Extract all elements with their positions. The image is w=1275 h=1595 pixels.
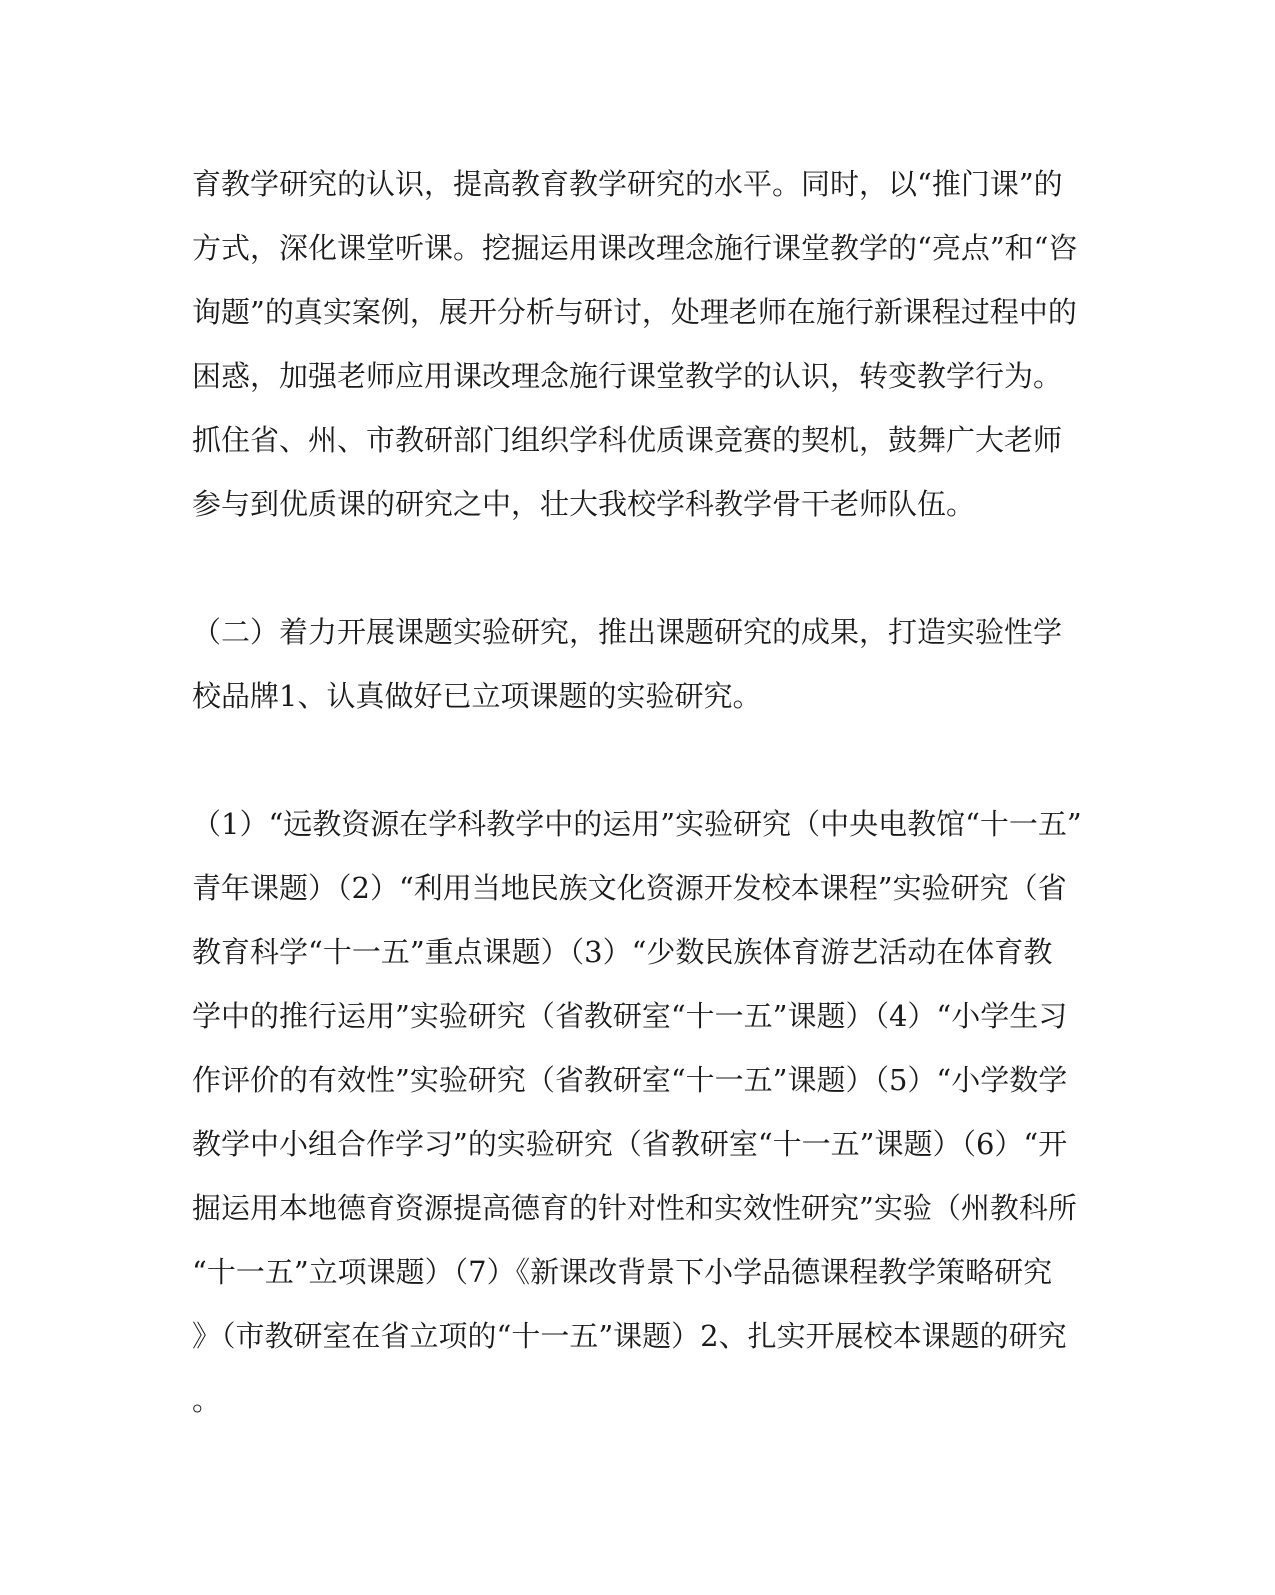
- text-line: 教学中小组合作学习”的实验研究（省教研室“十一五”课题）（6）“开: [192, 1127, 1068, 1161]
- text-line: 教育科学“十一五”重点课题）（3）“少数民族体育游艺活动在体育教: [192, 935, 1053, 969]
- text-line: 作评价的有效性”实验研究（省教研室“十一五”课题）（5）“小学数学: [192, 1063, 1068, 1097]
- text-line: 询题”的真实案例，展开分析与研讨，处理老师在施行新课程过程中的: [192, 295, 1077, 329]
- text-line: 抓住省、州、市教研部门组织学科优质课竞赛的契机，鼓舞广大老师: [192, 423, 1063, 457]
- text-line: （1）“远教资源在学科教学中的运用”实验研究（中央电教馆“十一五”: [192, 807, 1082, 841]
- text-line: 参与到优质课的研究之中，壮大我校学科教学骨干老师队伍。: [192, 487, 976, 521]
- text-line: 方式，深化课堂听课。挖掘运用课改理念施行课堂教学的“亮点”和“咨: [192, 231, 1078, 265]
- text-line: 困惑，加强老师应用课改理念施行课堂教学的认识，转变教学行为。: [192, 359, 1063, 393]
- text-line: 掘运用本地德育资源提高德育的针对性和实效性研究”实验（州教科所: [192, 1191, 1077, 1225]
- text-line: “十一五”立项课题）（7）《新课改背景下小学品德课程教学策略研究: [192, 1255, 1053, 1289]
- text-line: 校品牌1、认真做好已立项课题的实验研究。: [192, 679, 762, 713]
- text-line: 》（市教研室在省立项的“十一五”课题）2、扎实开展校本课题的研究: [192, 1319, 1067, 1353]
- text-line: （二）着力开展课题实验研究，推出课题研究的成果，打造实验性学: [192, 615, 1063, 649]
- text-line: 。: [192, 1383, 222, 1417]
- text-line: 学中的推行运用”实验研究（省教研室“十一五”课题）（4）“小学生习: [192, 999, 1068, 1033]
- text-line: 青年课题）（2）“利用当地民族文化资源开发校本课程”实验研究（省: [192, 871, 1067, 905]
- text-line: 育教学研究的认识，提高教育教学研究的水平。同时，以“推门课”的: [192, 167, 1063, 201]
